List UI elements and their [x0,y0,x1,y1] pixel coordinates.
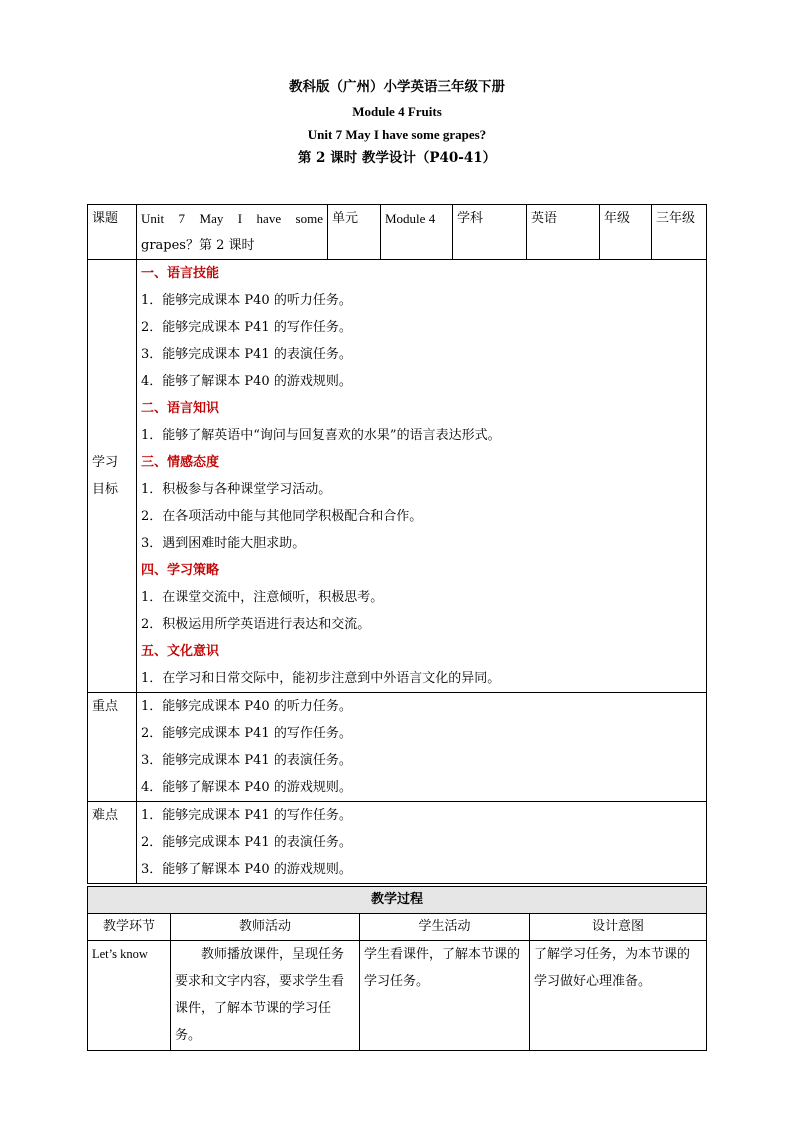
header-teacher: 教师活动 [171,914,360,941]
objective-item: 1．能够了解英语中“询问与回复喜欢的水果”的语言表达形式。 [141,428,501,443]
section-heading: 四、学习策略 [141,563,220,578]
title-module: Module 4 Fruits [352,103,442,119]
key-point-item: 1．能够完成课本 P40 的听力任务。 [141,699,352,714]
objective-item: 1．能够完成课本 P40 的听力任务。 [141,293,352,308]
process-header-row [88,914,707,941]
design-intent-cell: 了解学习任务，为本节课的学习做好心理准备。 [530,941,707,1051]
unit-label: 单元 [328,205,381,260]
title-lesson: 第 2 课时 教学设计（P40-41） [297,149,497,166]
subject-value: 英语 [527,205,600,260]
section-heading: 一、语言技能 [141,266,220,281]
title-textbook: 教科版（广州）小学英语三年级下册 [289,79,505,95]
objective-item: 2．能够完成课本 P41 的写作任务。 [141,320,352,335]
objectives-label [88,260,137,693]
lesson-info-table [87,204,707,884]
objective-item: 2．积极运用所学英语进行表达和交流。 [141,617,371,632]
section-heading: 三、情感态度 [141,455,220,470]
difficulties-label: 难点 [88,802,137,884]
objectives-label-line1: 学习 [92,455,119,470]
lesson-label: 课题 [88,205,137,260]
document-title-block [0,76,794,170]
lesson-value-line1: Unit 7 May I have some [141,211,323,226]
objective-item: 1．积极参与各种课堂学习活动。 [141,482,332,497]
teaching-process-table [87,886,707,1051]
section-heading: 五、文化意识 [141,644,220,659]
header-student: 学生活动 [360,914,530,941]
difficulties-row [88,802,707,884]
section-heading: 二、语言知识 [141,401,220,416]
difficulty-item: 1．能够完成课本 P41 的写作任务。 [141,808,352,823]
objective-item: 1．在课堂交流中，注意倾听，积极思考。 [141,590,384,605]
difficulties-content [137,802,707,884]
key-point-item: 2．能够完成课本 P41 的写作任务。 [141,726,352,741]
difficulty-item: 2．能够完成课本 P41 的表演任务。 [141,835,352,850]
key-points-label: 重点 [88,693,137,802]
process-row [88,941,707,1051]
title-unit: Unit 7 May I have some grapes? [307,127,487,142]
key-points-row [88,693,707,802]
subject-label: 学科 [453,205,527,260]
key-points-content [137,693,707,802]
objective-item: 4．能够了解课本 P40 的游戏规则。 [141,374,352,389]
process-title-row [88,887,707,914]
grade-value: 三年级 [652,205,707,260]
objectives-content [137,260,707,693]
objective-item: 3．能够完成课本 P41 的表演任务。 [141,347,352,362]
key-point-item: 4．能够了解课本 P40 的游戏规则。 [141,780,352,795]
info-row [88,205,707,260]
student-activity-cell: 学生看课件，了解本节课的学习任务。 [360,941,530,1051]
objectives-row [88,260,707,693]
stage-cell: Let’s know [88,941,171,1051]
unit-value: Module 4 [381,205,453,260]
lesson-value [137,205,328,260]
process-title: 教学过程 [88,887,707,914]
objective-item: 3．遇到困难时能大胆求助。 [141,536,306,551]
grade-label: 年级 [600,205,652,260]
lesson-value-line2: grapes？第 2 课时 [141,238,255,253]
header-intent: 设计意图 [530,914,707,941]
objective-item: 1．在学习和日常交际中，能初步注意到中外语言文化的异同。 [141,671,501,686]
objective-item: 2．在各项活动中能与其他同学积极配合和合作。 [141,509,423,524]
teacher-activity-cell: 教师播放课件，呈现任务要求和文字内容，要求学生看课件，了解本节课的学习任务。 [171,941,360,1051]
objectives-label-line2: 目标 [92,482,119,497]
key-point-item: 3．能够完成课本 P41 的表演任务。 [141,753,352,768]
header-stage: 教学环节 [88,914,171,941]
difficulty-item: 3．能够了解课本 P40 的游戏规则。 [141,862,352,877]
